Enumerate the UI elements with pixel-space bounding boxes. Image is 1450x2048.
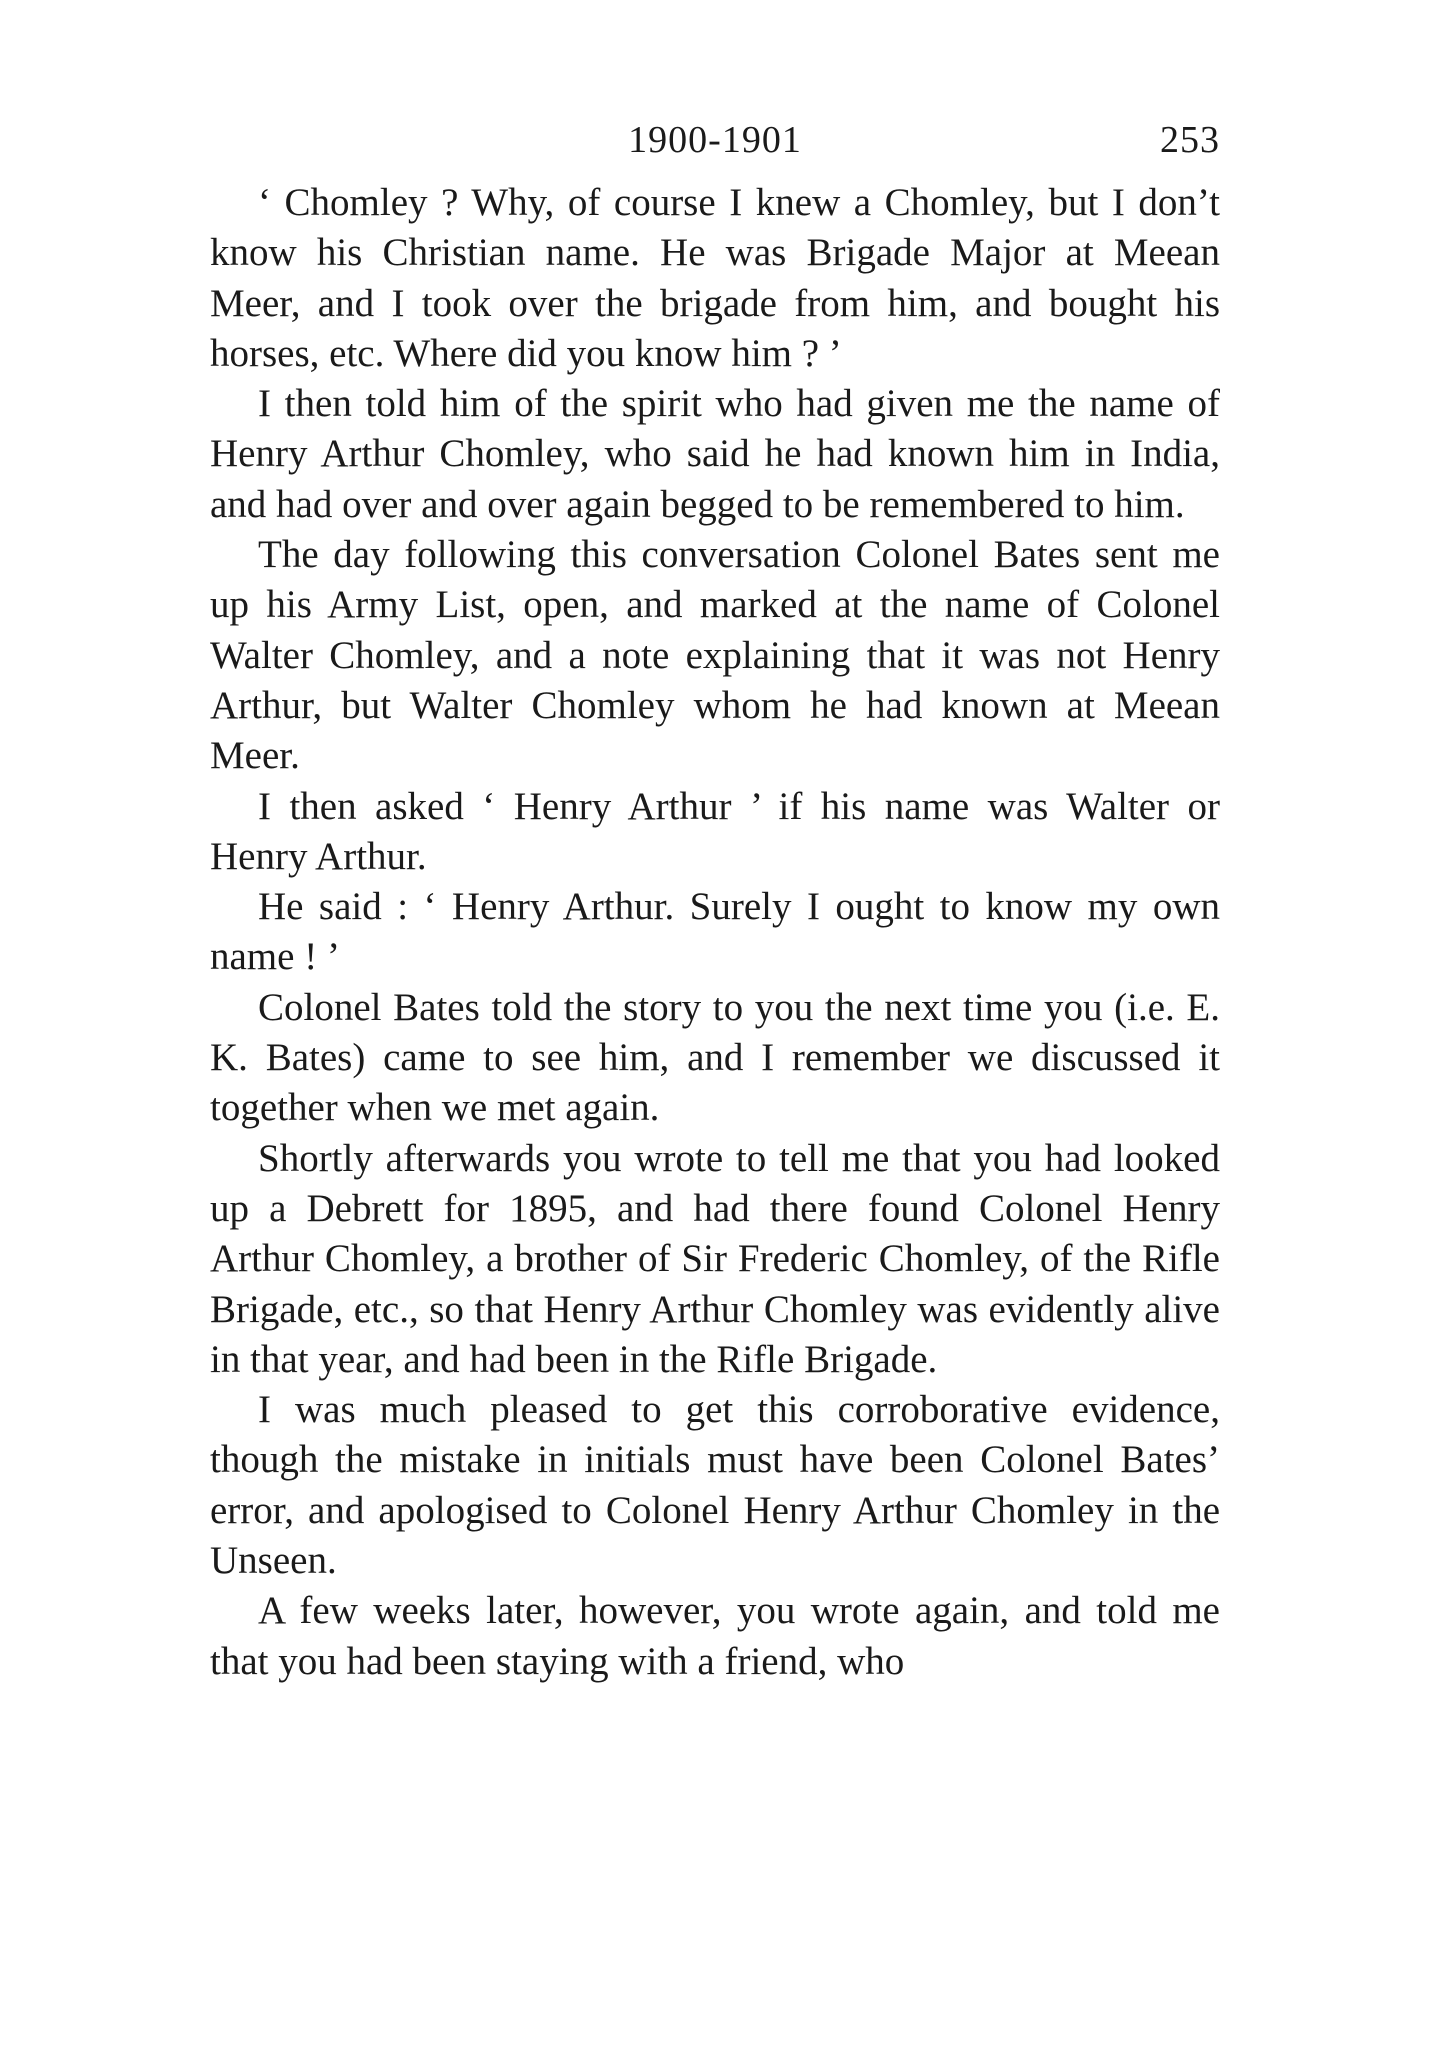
paragraph-8: I was much pleased to get this corroborative evidence, though the mistake in initials must have been Colonel Bates’ error, and apologised to Colonel Henry Arthur Chomley in the Unseen.	[210, 1388, 1220, 1583]
paragraph-7: Shortly afterwards you wrote to tell me that you had looked up a Debrett for 1895, and had there found Colonel Henry Arthur Chomley, a brother of Sir Frederic Chomley, of the Rifle Brigade, etc., so that Henry Arthur Chomley was evidently alive in that year, and had been in the Rifle Brigade.	[210, 1136, 1220, 1381]
paragraph-9: A few weeks later, however, you wrote again, and told me that you had been staying with a friend, who	[210, 1589, 1220, 1683]
paragraph-1: ‘ Chomley ? Why, of course I knew a Chomley, but I don’t know his Christian name. He was Brigade Major at Meean Meer, and I took over the brigade from him, and bought his horses, etc. Where did you know him ? ’	[210, 181, 1220, 375]
running-title: 1900-1901	[628, 119, 802, 161]
running-head	[210, 118, 1220, 174]
paragraph-3: The day following this conversation Colonel Bates sent me up his Army List, open, and marked at the name of Colonel Walter Chomley, and a note explaining that it was not Henry Arthur, but Walter Chomley whom he had known at Meean Meer.	[210, 533, 1220, 778]
paragraph-2: I then told him of the spirit who had given me the name of Henry Arthur Chomley, who said he had known him in India, and had over and over again begged to be remembered to him.	[210, 382, 1220, 526]
paragraph-6: Colonel Bates told the story to you the next time you (i.e. E. K. Bates) came to see him, and I remember we discussed it together when we met again.	[210, 985, 1220, 1130]
text-body	[210, 178, 1220, 1687]
page-number: 253	[1160, 119, 1220, 161]
paragraph-4: I then asked ‘ Henry Arthur ’ if his name was Walter or Henry Arthur.	[210, 784, 1220, 878]
paragraph-5: He said : ‘ Henry Arthur. Surely I ought to know my own name ! ’	[210, 885, 1220, 979]
